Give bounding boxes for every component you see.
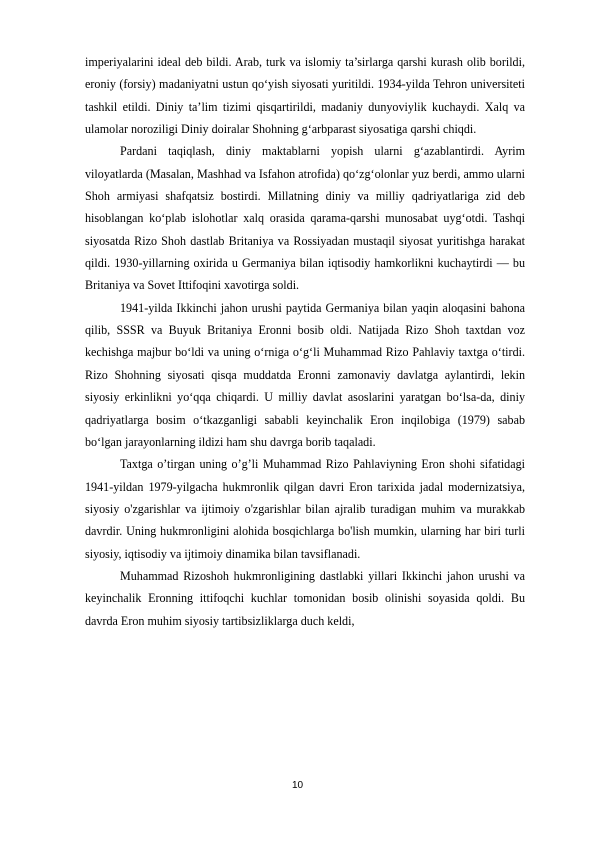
page-number: 10 bbox=[291, 780, 304, 791]
document-body bbox=[85, 51, 525, 632]
paragraph-1: imperiyalarini ideal deb bildi. Arab, turk va islomiy ta’sirlarga qarshi kurash olib borildi, eroniy (forsiy) madaniyatni ustun qo‘yish siyosati yuritildi. 1934-yilda Tehron universiteti tashkil etildi. Diniy ta’lim tizimi qisqartirildi, madaniy dunyoviylik kuchaydi. Xalq va ulamolar noroziligi Diniy doiralar Shohning g‘arbparast siyosatiga qarshi chiqdi. bbox=[85, 55, 525, 137]
paragraph-2: Pardani taqiqlash, diniy maktablarni yopish ularni g‘azablantirdi. Ayrim viloyatlarda (Masalan, Mashhad va Isfahon atrofida) qo‘zg‘olonlar yuz berdi, ammo ularni Shoh armiyasi shafqatsiz bostirdi. Millatning diniy va milliy qadriyatlariga zid deb hisoblangan ko‘plab islohotlar xalq orasida qarama-qarshi munosabat uyg‘otdi. Tashqi siyosatda Rizo Shoh dastlab Britaniya va Rossiyadan mustaqil siyosat yuritishga harakat qildi. 1930-yillarning oxirida u Germaniya bilan iqtisodiy hamkorlikni kuchaytirdi — bu Britaniya va Sovet Ittifoqini xavotirga soldi. bbox=[85, 144, 525, 293]
paragraph-4: Taxtga o’tirgan uning o’g’li Muhammad Rizo Pahlaviyning Eron shohi sifatidagi 1941-yildan 1979-yilgacha hukmronlik qilgan davri Eron tarixida jadal modernizatsiya, siyosiy o'zgarishlar va ijtimoiy o'zgarishlar bilan ajralib turadigan muhim va murakkab davrdir. Uning hukmronligini alohida bosqichlarga bo'lish mumkin, ularning har biri turli siyosiy, iqtisodiy va ijtimoiy dinamika bilan tavsiflanadi. bbox=[85, 457, 525, 561]
paragraph-5: Muhammad Rizoshoh hukmronligining dastlabki yillari Ikkinchi jahon urushi va keyinchalik Eronning ittifoqchi kuchlar tomonidan bosib olinishi soyasida qoldi. Bu davrda Eron muhim siyosiy tartibsizliklarga duch keldi, bbox=[85, 568, 525, 628]
paragraph-3: 1941-yilda Ikkinchi jahon urushi paytida Germaniya bilan yaqin aloqasini bahona qilib, SSSR va Buyuk Britaniya Eronni bosib oldi. Natijada Rizo Shoh taxtdan voz kechishga majbur bo‘ldi va uning o‘rniga o‘g‘li Muhammad Rizo Pahlaviy taxtga o‘tirdi. Rizo Shohning siyosati qisqa muddatda Eronni zamonaviy davlatga aylantirdi, lekin siyosiy erkinlikni yo‘qqa chiqardi. U milliy davlat asoslarini yaratgan bo‘lsa-da, diniy qadriyatlarga bosim o‘tkazganligi sababli keyinchalik Eron inqilobiga (1979) sabab bo‘lgan jarayonlarning ildizi ham shu davrga borib taqaladi. bbox=[85, 300, 525, 449]
